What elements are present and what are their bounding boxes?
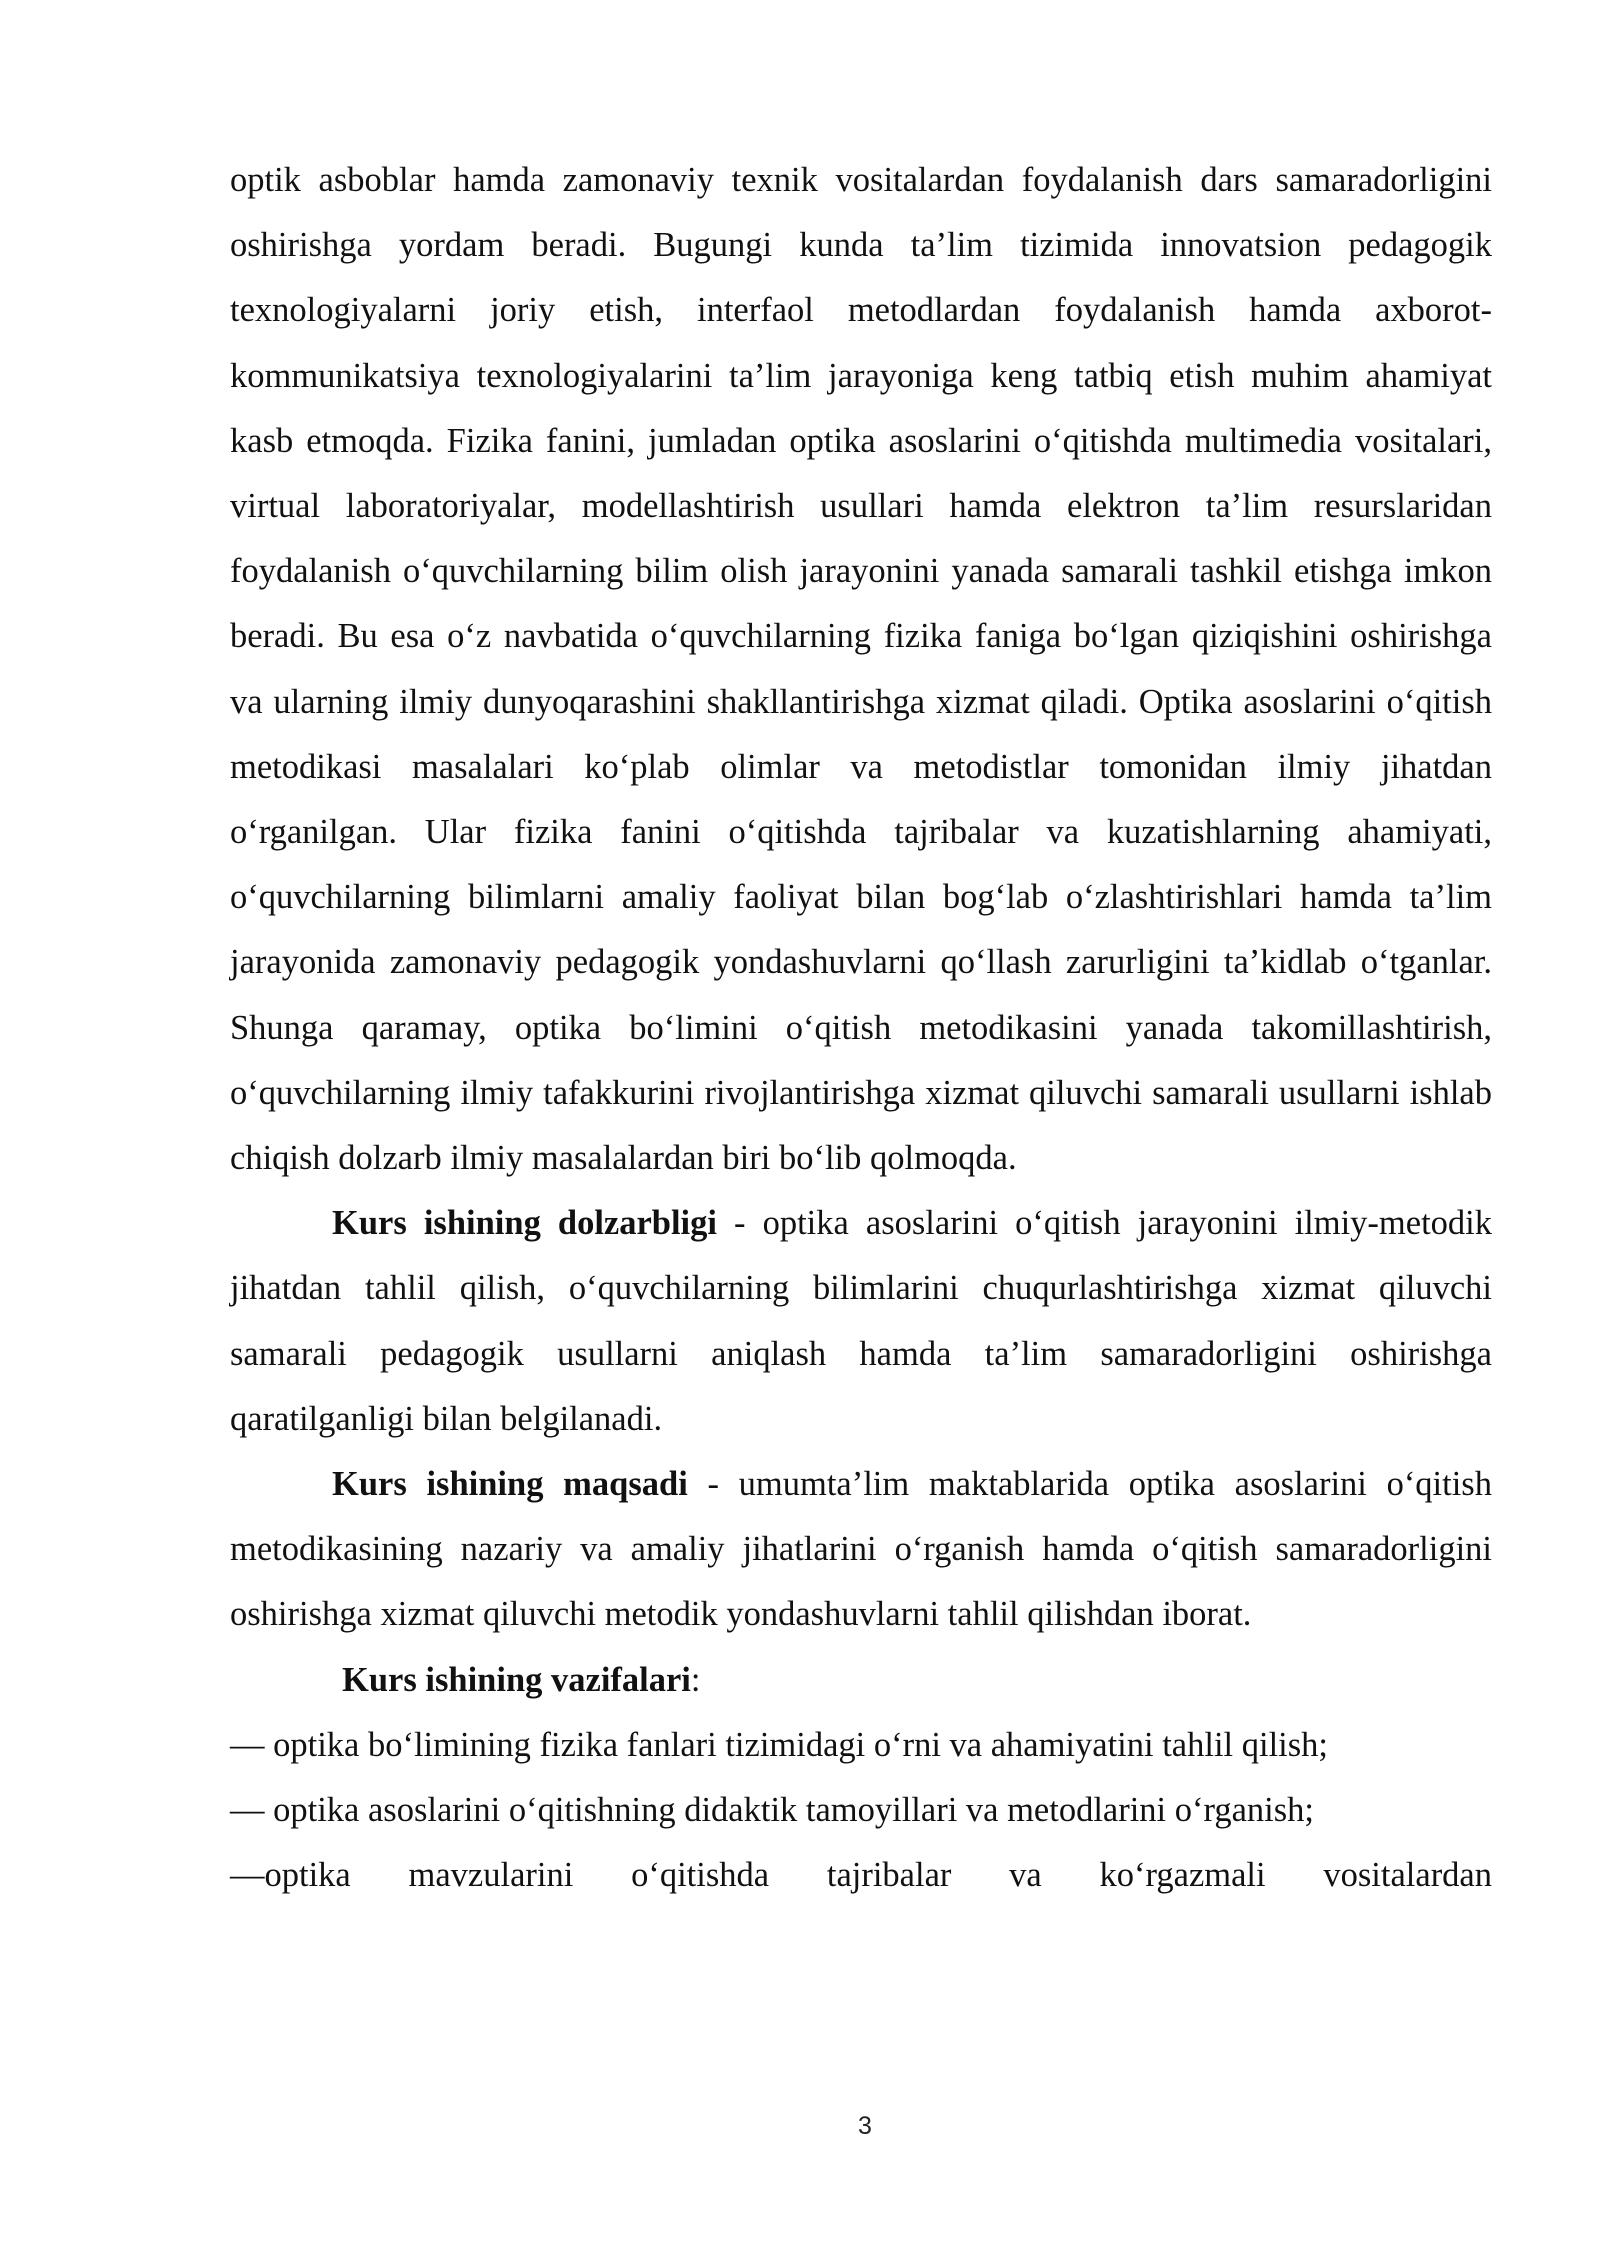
intro-paragraph: optik asboblar hamda zamonaviy texnik vositalardan foydalanish dars samaradorligini oshirishga yordam beradi. Bugungi kunda ta’lim tizimida innovatsion pedagogik texnologiyalarni joriy etish, interfaol metodlardan foydalanish hamda axborot-kommunikatsiya texnologiyalarini ta’lim jarayoniga keng tatbiq etish muhim ahamiyat kasb etmoqda. Fizika fanini, jumladan optika asoslarini o‘qitishda multimedia vositalari, virtual laboratoriyalar, modellashtirish usullari hamda elektron ta’lim resurslaridan foydalanish o‘quvchilarning bilim olish jarayonini yanada samarali tashkil etishga imkon beradi. Bu esa o‘z navbatida o‘quvchilarning fizika faniga bo‘lgan qiziqishini oshirishga va ularning ilmiy dunyoqarashini shakllantirishga xizmat qiladi. Optika asoslarini o‘qitish metodikasi masalalari ko‘plab olimlar va metodistlar tomonidan ilmiy jihatdan o‘rganilgan. Ular fizika fanini o‘qitishda tajribalar va kuzatishlarning ahamiyati, o‘quvchilarning bilimlarni amaliy faoliyat bilan bog‘lab o‘zlashtirishlari hamda ta’lim jarayonida zamonaviy pedagogik yondashuvlarni qo‘llash zarurligini ta’kidlab o‘tganlar. Shunga qaramay, optika bo‘limini o‘qitish metodikasini yanada takomillashtirish, o‘quvchilarning ilmiy tafakkurini rivojlantirishga xizmat qiluvchi samarali usullarni ishlab chiqish dolzarb ilmiy masalalardan biri bo‘lib qolmoqda. bbox=[230, 161, 1492, 1178]
document-page bbox=[230, 148, 1492, 1908]
goal-text: - umumta’lim maktablarida optika asoslarini o‘qitish metodikasining nazariy va amaliy jihatlarini o‘rganish hamda o‘qitish samaradorligini oshirishga xizmat qiluvchi metodik yondashuvlarni tahlil qilishdan iborat. bbox=[230, 1465, 1492, 1634]
goal-paragraph bbox=[230, 1452, 1492, 1648]
tasks-heading bbox=[230, 1648, 1492, 1713]
tasks-colon: : bbox=[690, 1660, 701, 1699]
goal-label: Kurs ishining maqsadi bbox=[332, 1465, 688, 1504]
task-item: — optika asoslarini o‘qitishning didaktik tamoyillari va metodlarini o‘rganish; bbox=[230, 1791, 1315, 1830]
relevance-label: Kurs ishining dolzarbligi bbox=[332, 1204, 717, 1243]
relevance-text: - optika asoslarini o‘qitish jarayonini ilmiy-metodik jihatdan tahlil qilish, o‘quvchilarning bilimlarini chuqurlashtirishga xizmat qiluvchi samarali pedagogik usullarni aniqlash hamda ta’lim samaradorligini oshirishga qaratilganligi bilan belgilanadi. bbox=[230, 1204, 1492, 1438]
tasks-label: Kurs ishining vazifalari bbox=[342, 1660, 691, 1699]
task-item: — optika bo‘limining fizika fanlari tizimidagi o‘rni va ahamiyatini tahlil qilish; bbox=[230, 1725, 1329, 1764]
page-number: 3 bbox=[858, 2112, 872, 2140]
task-item: —optika mavzularini o‘qitishda tajribalar va ko‘rgazmali vositalardan bbox=[230, 1856, 1492, 1895]
relevance-paragraph bbox=[230, 1191, 1492, 1452]
